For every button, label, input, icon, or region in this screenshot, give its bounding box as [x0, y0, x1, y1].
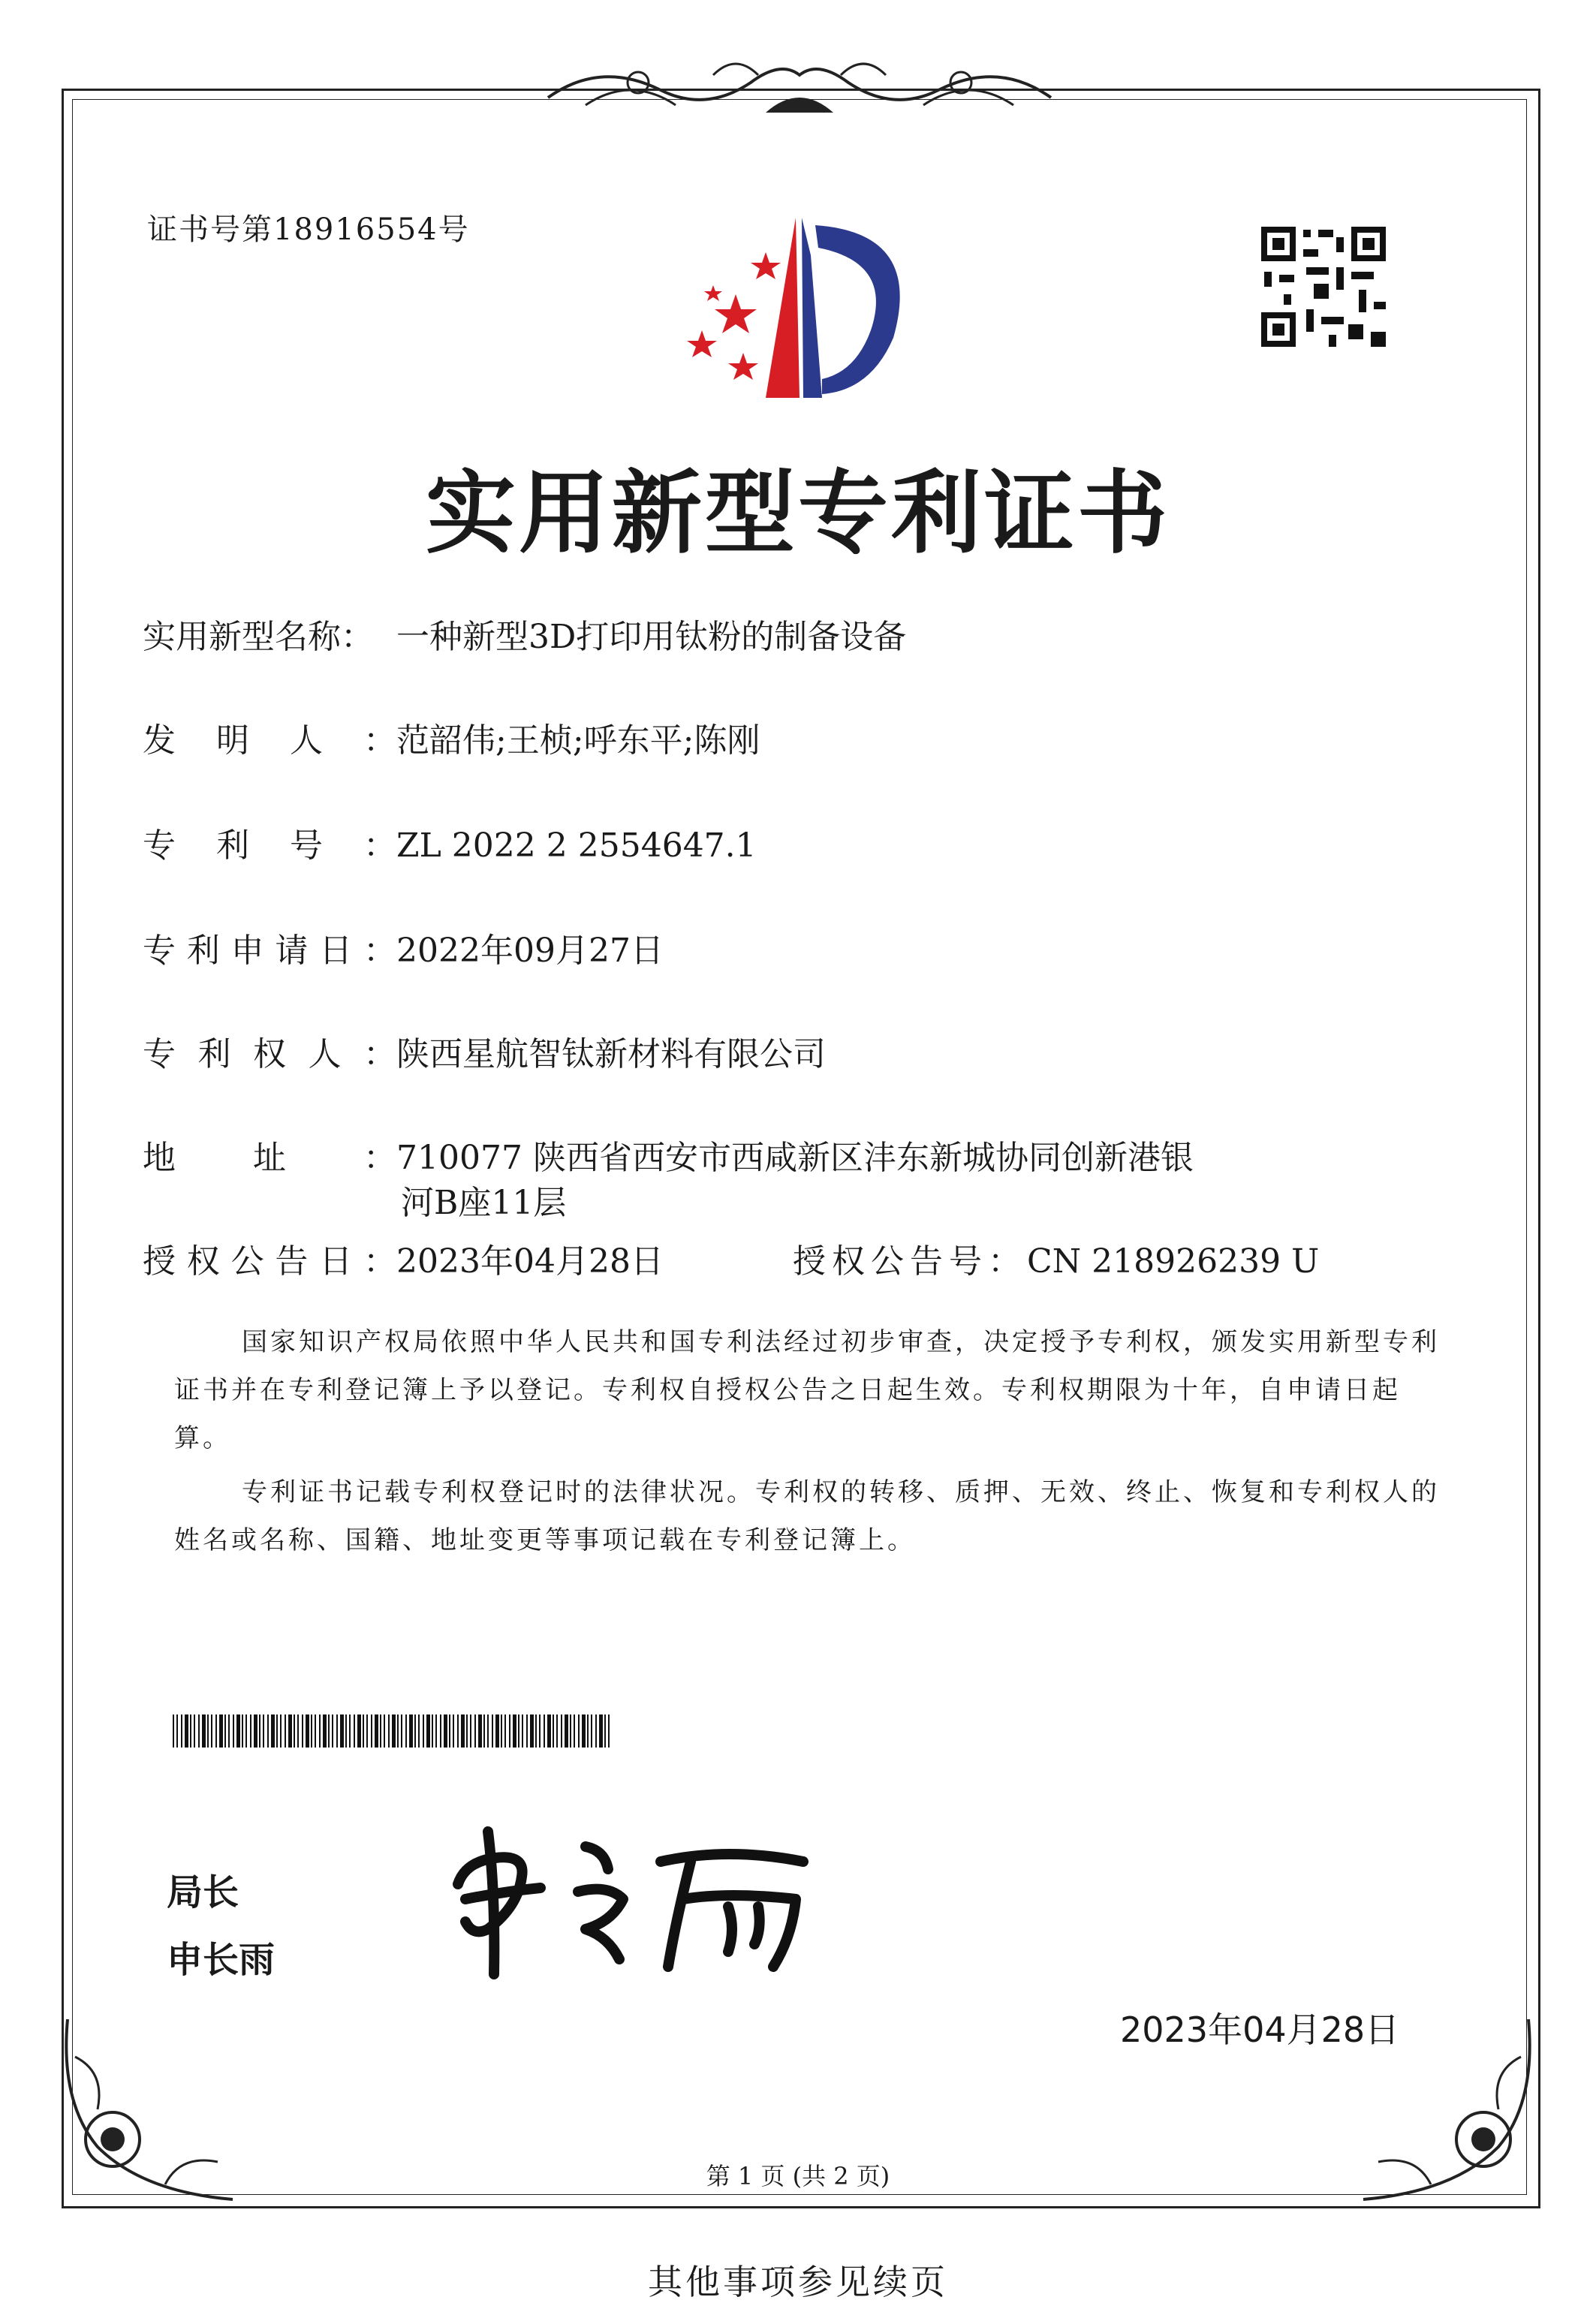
footer-note: 其他事项参见续页: [648, 2262, 948, 2302]
top-ornament-icon: [541, 53, 1058, 128]
field-patentee: [143, 1027, 826, 1075]
certificate-title: 实用新型专利证书: [426, 460, 1170, 566]
cnipa-logo-icon: [668, 210, 923, 405]
field-value: 一种新型3D打印用钛粉的制备设备: [396, 618, 907, 656]
field-value: 2022年09月27日: [396, 932, 664, 970]
paragraph-text: 国家知识产权局依照中华人民共和国专利法经过初步审查，决定授予专利权，颁发实用新型专利证书并在专利登记簿上予以登记。专利权自授权公告之日起生效。专利权期限为十年，自申请日起算。: [174, 1327, 1440, 1453]
field-label: 实用新型名称：: [143, 618, 374, 656]
field-value: ZL 2022 2 2554647.1: [396, 826, 757, 865]
handwritten-signature-icon: [443, 1817, 833, 1989]
legal-paragraph-2: [174, 1468, 1443, 1564]
legal-paragraph-1: [174, 1318, 1443, 1462]
barcode-icon: [173, 1714, 613, 1748]
signatory-name: 申长雨: [167, 1939, 276, 1981]
field-label: 授权公告号：: [793, 1242, 1027, 1281]
field-label: 授权公告日：: [143, 1242, 396, 1281]
field-filing-date: [143, 923, 664, 971]
field-value: 范韶伟;王桢;呼东平;陈刚: [396, 721, 760, 760]
page-indicator: 第 1 页 (共 2 页): [706, 2162, 890, 2190]
field-value: 2023年04月28日: [396, 1242, 664, 1281]
field-grant-date: [143, 1234, 664, 1282]
signatory-role: 局长: [167, 1871, 239, 1913]
qr-code-icon: [1261, 227, 1386, 347]
field-label: 专利申请日：: [143, 932, 396, 970]
field-label: 专利号：: [143, 826, 396, 865]
field-label: 发明人：: [143, 721, 396, 760]
field-value: CN 218926239 U: [1027, 1242, 1320, 1281]
field-address: [143, 1130, 1194, 1179]
paragraph-text: 专利证书记载专利权登记时的法律状况。专利权的转移、质押、无效、终止、恢复和专利权人的姓名或名称、国籍、地址变更等事项记载在专利登记簿上。: [174, 1477, 1440, 1555]
field-value: 陕西星航智钛新材料有限公司: [396, 1035, 826, 1073]
field-grant-number: [793, 1234, 1319, 1282]
issue-date: 2023年04月28日: [1120, 2009, 1400, 2050]
field-value: 710077 陕西省西安市西咸新区沣东新城协同创新港银: [396, 1139, 1194, 1177]
field-label: 地址：: [143, 1139, 396, 1177]
field-utility-model-name: [143, 610, 906, 658]
field-inventors: [143, 713, 760, 761]
field-patent-number: [143, 818, 757, 866]
field-label: 专利权人：: [143, 1035, 396, 1073]
address-line-2: 河B座11层: [401, 1184, 567, 1222]
certificate-number: 证书号第18916554号: [147, 212, 470, 247]
